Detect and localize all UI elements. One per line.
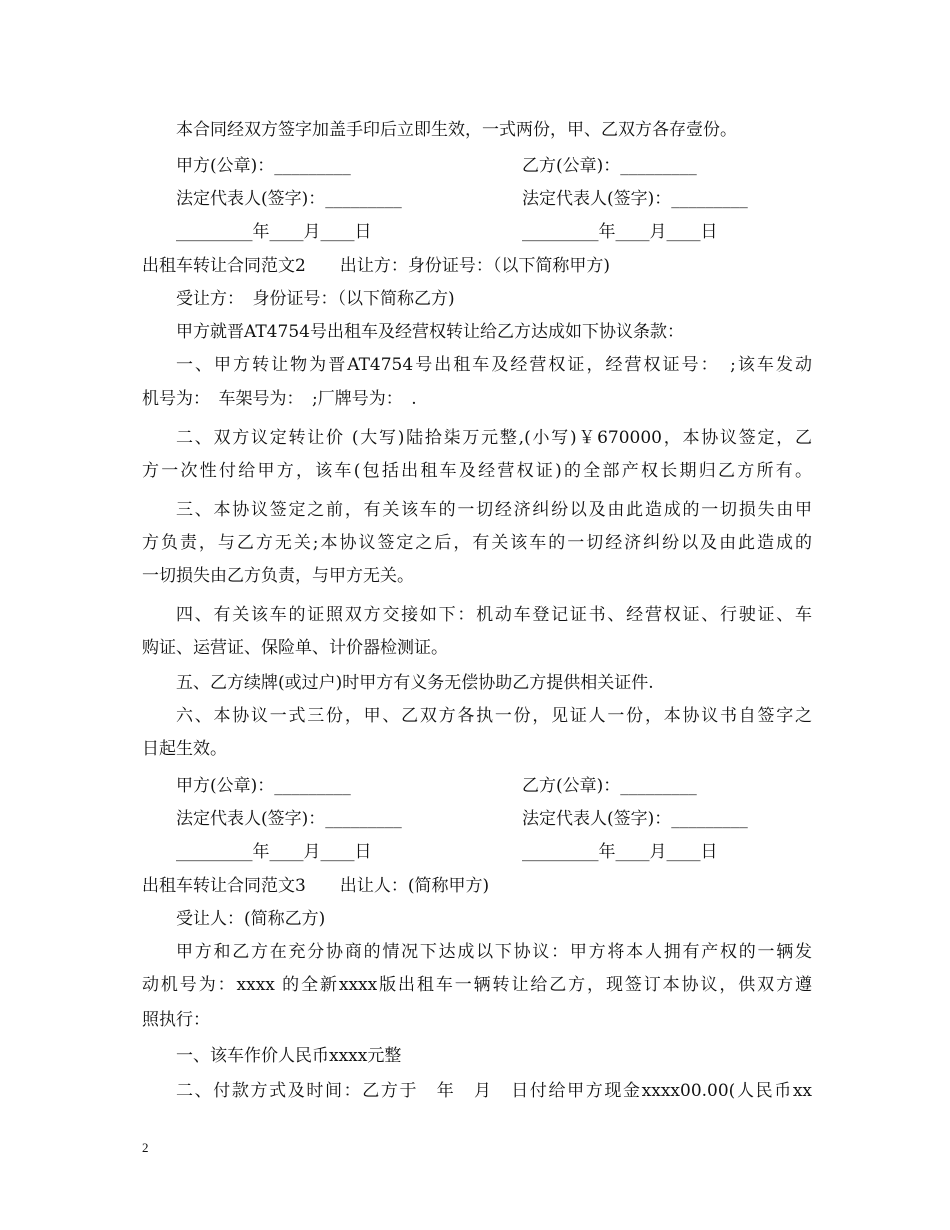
party-b-rep-line: 法定代表人(签字)：_________ [522,189,748,209]
section2-clause5: 五、乙方续牌(或过户)时甲方有义务无偿协助乙方提供相关证件. [176,673,654,693]
section2-transferor: 出让方：身份证号：（以下简称甲方) [339,256,610,276]
section2-clause3-line1: 三、本协议签定之前，有关该车的一切经济纠纷以及由此造成的一切损失由甲 [176,500,812,520]
section2-clause4-line1: 四、有关该车的证照双方交接如下：机动车登记证书、经营权证、行驶证、车 [176,605,812,625]
section3-intro-line1: 甲方和乙方在充分协商的情况下达成以下协议：甲方将本人拥有产权的一辆发 [176,942,812,962]
section2-party-a-seal-line: 甲方(公章)：_________ [176,776,351,796]
party-a-seal-line: 甲方(公章)：_________ [176,156,351,176]
section2-clause6-line1: 六、本协议一式三份，甲、乙双方各执一份，见证人一份，本协议书自签字之 [176,706,812,726]
section2-party-b-seal-line: 乙方(公章)：_________ [522,776,697,796]
section3-clause2-line1: 二、付款方式及时间：乙方于 年 月 日付给甲方现金xxxx00.00(人民币xx [176,1081,812,1101]
section2-party-a-date-line: _________年____月____日 [176,842,372,862]
section2-clause2-line1: 二、双方议定转让价 (大写)陆拾柒万元整,(小写)￥670000，本协议签定，乙 [176,428,812,448]
section2-clause1-line1: 一、甲方转让物为晋AT4754号出租车及经营权证，经营权证号： ;该车发动 [176,355,812,375]
section2-clause6-line2: 日起生效。 [142,739,227,759]
section2-heading-row [142,256,812,278]
section2-transferee: 受让方： 身份证号：（以下简称乙方) [176,289,455,309]
section3-intro-line3: 照执行： [142,1010,210,1030]
section2-party-b-date-line: _________年____月____日 [522,842,718,862]
party-b-seal-line: 乙方(公章)：_________ [522,156,697,176]
section2-clause4-line2: 购证、运营证、保险单、计价器检测证。 [142,638,448,658]
section3-transferor: 出让人：(简称甲方) [339,876,490,896]
party-b-date-line: _________年____月____日 [522,222,718,242]
section2-heading: 出租车转让合同范文2 [142,256,306,276]
section2-clause2-line2: 方一次性付给甲方，该车(包括出租车及经营权证)的全部产权长期归乙方所有。 [142,461,812,481]
party-a-rep-line: 法定代表人(签字)：_________ [176,189,402,209]
section3-intro-line2: 动机号为：xxxx 的全新xxxx版出租车一辆转让给乙方，现签订本协议，供双方遵 [142,975,812,995]
page-number: 2 [142,1140,149,1155]
section2-clause1-line2: 机号为： 车架号为： ;厂牌号为： . [142,389,417,409]
section3-heading-row [142,876,812,898]
section3-clause1: 一、该车作价人民币xxxx元整 [176,1046,402,1066]
section2-clause3-line2: 方负责，与乙方无关;本协议签定之后，有关该车的一切经济纠纷以及由此造成的 [142,533,812,553]
section3-transferee: 受让人：(简称乙方) [176,909,326,929]
section2-intro: 甲方就晋AT4754号出租车及经营权转让给乙方达成如下协议条款： [176,322,684,342]
section2-clause3-line3: 一切损失由乙方负责，与甲方无关。 [142,566,414,586]
section2-party-b-rep-line: 法定代表人(签字)：_________ [522,809,748,829]
effect-clause: 本合同经双方签字加盖手印后立即生效，一式两份，甲、乙双方各存壹份。 [176,120,737,140]
party-a-date-line: _________年____月____日 [176,222,372,242]
section3-heading: 出租车转让合同范文3 [142,876,306,896]
section2-party-a-rep-line: 法定代表人(签字)：_________ [176,809,402,829]
